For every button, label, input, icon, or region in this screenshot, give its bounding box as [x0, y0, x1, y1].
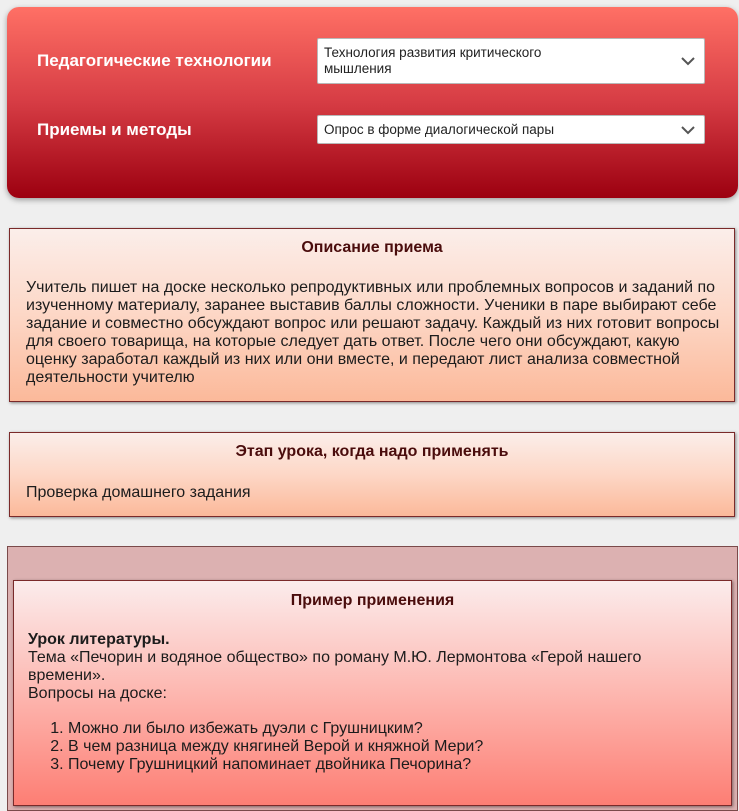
stage-title: Этап урока, когда надо применять	[235, 443, 509, 460]
filter-panel	[7, 7, 738, 198]
methods-select[interactable]	[317, 115, 705, 144]
chevron-down-icon	[680, 56, 696, 66]
example-body	[28, 631, 717, 774]
list-item: 3. Почему Грушницкий напоминает двойника Печорина?	[68, 756, 717, 774]
lesson-heading: Урок литературы.	[28, 631, 170, 648]
lesson-topic: Тема «Печорин и водяное общество» по роману М.Ю. Лермонтова «Герой нашего времени».	[28, 649, 642, 684]
description-title: Описание приема	[301, 239, 443, 256]
tech-select-value-line1: Технология развития критического	[324, 45, 542, 60]
methods-select-value: Опрос в форме диалогической пары	[324, 122, 555, 137]
stage-text: Проверка домашнего задания	[26, 484, 251, 501]
list-item: 2. В чем разница между княгиней Верой и княжной Мери?	[68, 738, 717, 756]
list-item: 1. Можно ли было избежать дуэли с Грушницким?	[68, 720, 717, 738]
tech-select-value-line2: мышления	[324, 61, 392, 76]
description-text: Учитель пишет на доске несколько репродуктивных или проблемных вопросов и заданий по изученному материалу, заранее выставив баллы сложности. Ученики в паре выбирают себе задание и совместно обсуждают вопрос или решают задачу. Каждый из них готовит вопросы для своего товарища, на которые следует дать ответ. После чего они обсуждают, какую оценку заработал каждый из них или они вместе, и передают лист анализа совместной деятельности учителю	[26, 279, 720, 386]
description-card	[9, 228, 735, 402]
stage-card	[9, 432, 735, 517]
methods-label: Приемы и методы	[37, 120, 192, 139]
questions-intro: Вопросы на доске:	[28, 685, 167, 702]
tech-label: Педагогические технологии	[37, 51, 272, 70]
questions-list	[28, 720, 717, 774]
chevron-down-icon	[680, 125, 696, 135]
example-card	[13, 580, 732, 806]
tech-select[interactable]	[317, 38, 705, 84]
example-title: Пример применения	[290, 592, 455, 609]
